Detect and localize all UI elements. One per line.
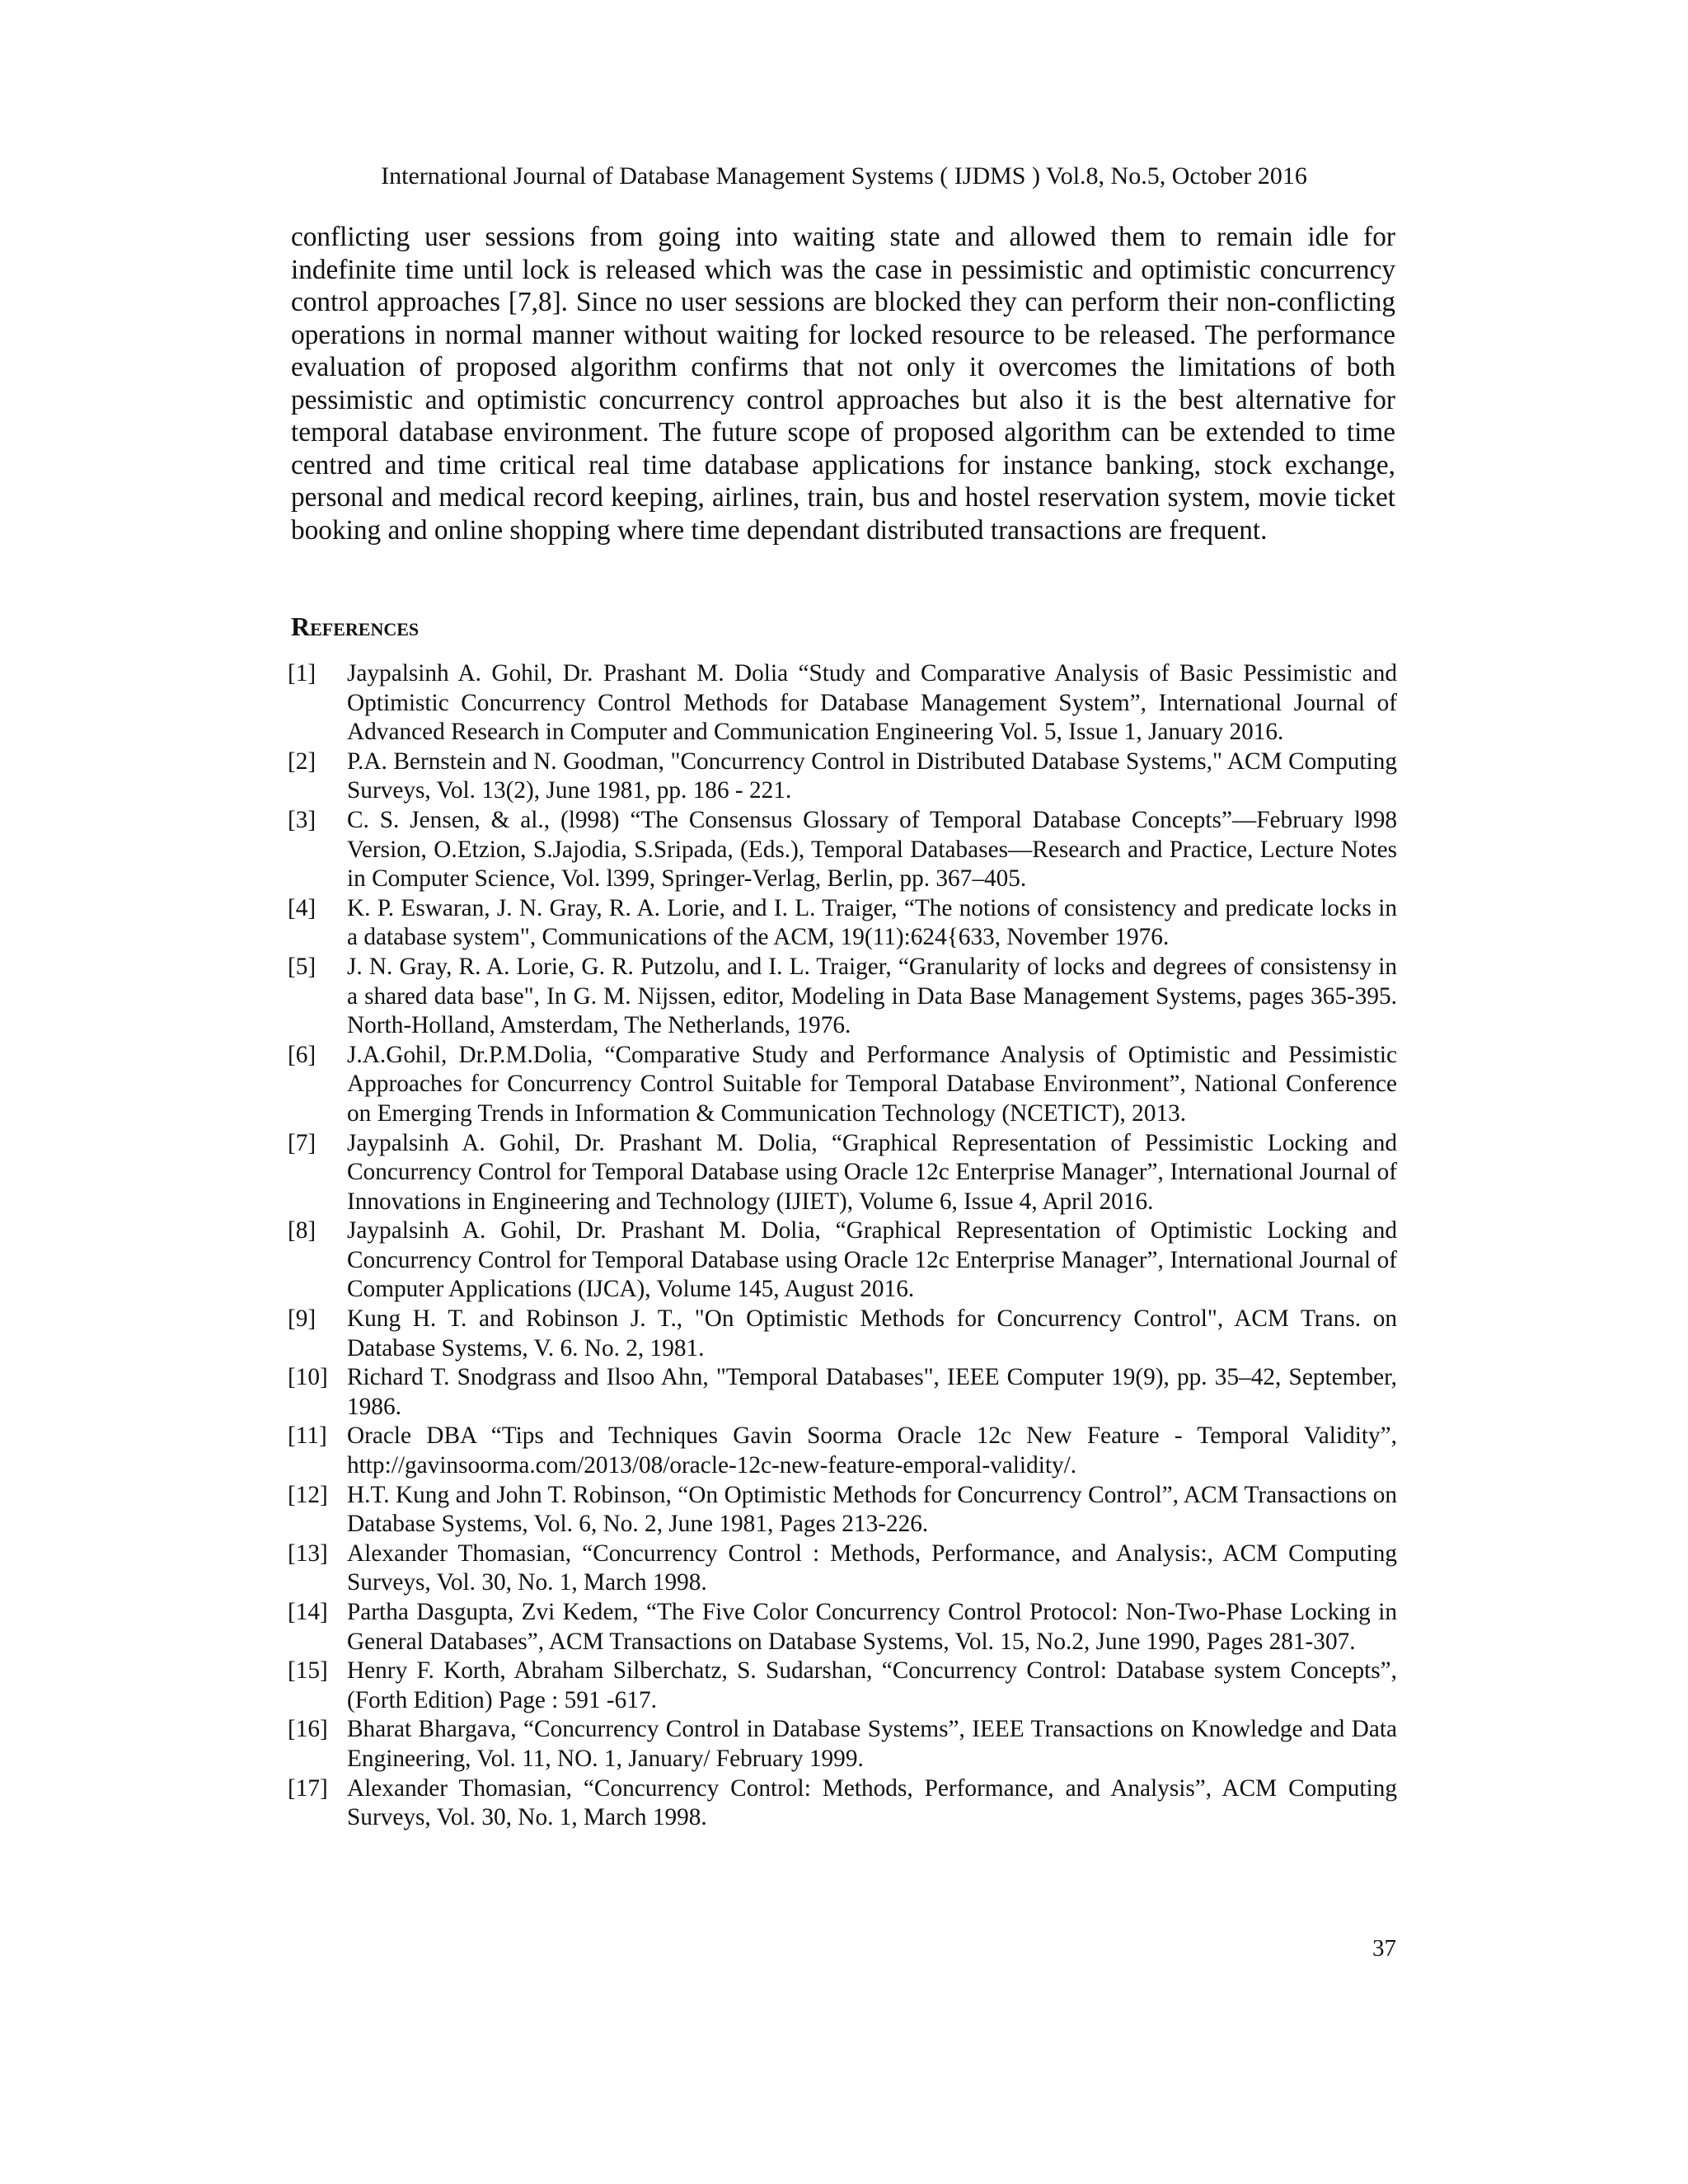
reference-text: Jaypalsinh A. Gohil, Dr. Prashant M. Dolia, “Graphical Representation of Optimistic Locking and Concurrency Control for Temporal Database using Oracle 12c Enterprise Manager”, International Journal of Computer Applications (IJCA), Volume 145, August 2016. <box>347 1217 1397 1303</box>
reference-item <box>288 1305 1397 1363</box>
reference-text: Henry F. Korth, Abraham Silberchatz, S. Sudarshan, “Concurrency Control: Database system Concepts”, (Forth Edition) Page : 591 -617. <box>347 1657 1397 1713</box>
reference-item <box>288 1598 1397 1657</box>
reference-number: [5] <box>288 953 316 980</box>
reference-list <box>288 659 1397 1833</box>
reference-text: J. N. Gray, R. A. Lorie, G. R. Putzolu, and I. L. Traiger, “Granularity of locks and degrees of consistensy in a shared data base", In G. M. Nijssen, editor, Modeling in Data Base Management Systems, pages 365-395. North-Holland, Amsterdam, The Netherlands, 1976. <box>347 953 1397 1039</box>
running-header: International Journal of Database Management Systems ( IJDMS ) Vol.8, No.5, October 2016 <box>381 162 1307 190</box>
reference-text: Alexander Thomasian, “Concurrency Control : Methods, Performance, and Analysis:, ACM Computing Surveys, Vol. 30, No. 1, March 1998. <box>347 1540 1397 1596</box>
reference-text: H.T. Kung and John T. Robinson, “On Optimistic Methods for Concurrency Control”, ACM Transactions on Database Systems, Vol. 6, No. 2, June 1981, Pages 213-226. <box>347 1481 1397 1538</box>
reference-number: [2] <box>288 748 316 775</box>
reference-item <box>288 1363 1397 1422</box>
reference-text: K. P. Eswaran, J. N. Gray, R. A. Lorie, and I. L. Traiger, “The notions of consistency and predicate locks in a database system", Communications of the ACM, 19(11):624{633, November 1976. <box>347 894 1397 951</box>
reference-item <box>288 1129 1397 1217</box>
reference-item <box>288 748 1397 806</box>
reference-number: [9] <box>288 1305 316 1333</box>
reference-number: [15] <box>288 1657 328 1685</box>
reference-text: Oracle DBA “Tips and Techniques Gavin Soorma Oracle 12c New Feature - Temporal Validity”, http://gavinsoorma.com/2013/08/oracle-12c-new-feature-emporal-validity/. <box>347 1422 1397 1479</box>
reference-text: Partha Dasgupta, Zvi Kedem, “The Five Color Concurrency Control Protocol: Non-Two-Phase Locking in General Databases”, ACM Transactions on Database Systems, Vol. 15, No.2, June 1990, Pages 281-307. <box>347 1599 1397 1655</box>
reference-number: [6] <box>288 1041 316 1068</box>
reference-number: [3] <box>288 806 316 833</box>
reference-text: C. S. Jensen, & al., (l998) “The Consensus Glossary of Temporal Database Concepts”—February l998 Version, O.Etzion, S.Jajodia, S.Sripada, (Eds.), Temporal Databases—Research and Practice, Lecture Notes in Computer Science, Vol. l399, Springer-Verlag, Berlin, pp. 367–405. <box>347 806 1397 893</box>
reference-item <box>288 1422 1397 1480</box>
reference-item <box>288 1481 1397 1540</box>
reference-text: Richard T. Snodgrass and Ilsoo Ahn, "Temporal Databases", IEEE Computer 19(9), pp. 35–42, September, 1986. <box>347 1364 1397 1420</box>
page-number: 37 <box>1372 1935 1396 1961</box>
reference-text: J.A.Gohil, Dr.P.M.Dolia, “Comparative Study and Performance Analysis of Optimistic and Pessimistic Approaches for Concurrency Control Suitable for Temporal Database Environment”, National Conference on Emerging Trends in Information & Communication Technology (NCETICT), 2013. <box>347 1041 1397 1127</box>
references-heading: References <box>291 612 420 641</box>
reference-item <box>288 894 1397 953</box>
reference-text: Bharat Bhargava, “Concurrency Control in Database Systems”, IEEE Transactions on Knowledge and Data Engineering, Vol. 11, NO. 1, January/ February 1999. <box>347 1716 1397 1772</box>
body-paragraph: conflicting user sessions from going into waiting state and allowed them to remain idle for indefinite time until lock is released which was the case in pessimistic and optimistic concurrency control approaches [7,8]. Since no user sessions are blocked they can perform their non-conflicting operations in normal manner without waiting for locked resource to be released. The performance evaluation of proposed algorithm confirms that not only it overcomes the limitations of both pessimistic and optimistic concurrency control approaches but also it is the best alternative for temporal database environment. The future scope of proposed algorithm can be extended to time centred and time critical real time database applications for instance banking, stock exchange, personal and medical record keeping, airlines, train, bus and hostel reservation system, movie ticket booking and online shopping where time dependant distributed transactions are frequent. <box>291 222 1395 546</box>
reference-item <box>288 1715 1397 1774</box>
reference-number: [1] <box>288 660 316 687</box>
reference-item <box>288 1041 1397 1129</box>
reference-number: [13] <box>288 1540 328 1567</box>
reference-item <box>288 1540 1397 1598</box>
reference-text: Jaypalsinh A. Gohil, Dr. Prashant M. Dolia “Study and Comparative Analysis of Basic Pessimistic and Optimistic Concurrency Control Methods for Database Management System”, International Journal of Advanced Research in Computer and Communication Engineering Vol. 5, Issue 1, January 2016. <box>347 660 1397 746</box>
reference-number: [8] <box>288 1217 316 1244</box>
reference-number: [11] <box>288 1422 327 1450</box>
reference-number: [4] <box>288 894 316 921</box>
reference-text: Alexander Thomasian, “Concurrency Control: Methods, Performance, and Analysis”, ACM Computing Surveys, Vol. 30, No. 1, March 1998. <box>347 1774 1397 1831</box>
reference-text: Kung H. T. and Robinson J. T., "On Optimistic Methods for Concurrency Control", ACM Trans. on Database Systems, V. 6. No. 2, 1981. <box>347 1305 1397 1361</box>
reference-number: [12] <box>288 1481 328 1508</box>
reference-item <box>288 1657 1397 1715</box>
reference-text: Jaypalsinh A. Gohil, Dr. Prashant M. Dolia, “Graphical Representation of Pessimistic Locking and Concurrency Control for Temporal Database using Oracle 12c Enterprise Manager”, International Journal of Innovations in Engineering and Technology (IJIET), Volume 6, Issue 4, April 2016. <box>347 1129 1397 1215</box>
reference-item <box>288 1774 1397 1833</box>
reference-number: [10] <box>288 1364 328 1391</box>
reference-number: [14] <box>288 1599 328 1625</box>
reference-item <box>288 659 1397 748</box>
reference-item <box>288 1216 1397 1305</box>
reference-text: P.A. Bernstein and N. Goodman, "Concurrency Control in Distributed Database Systems," ACM Computing Surveys, Vol. 13(2), June 1981, pp. 186 - 221. <box>347 748 1397 804</box>
reference-item <box>288 953 1397 1041</box>
reference-number: [17] <box>288 1774 328 1802</box>
reference-number: [7] <box>288 1129 316 1156</box>
reference-item <box>288 806 1397 894</box>
reference-number: [16] <box>288 1716 328 1743</box>
